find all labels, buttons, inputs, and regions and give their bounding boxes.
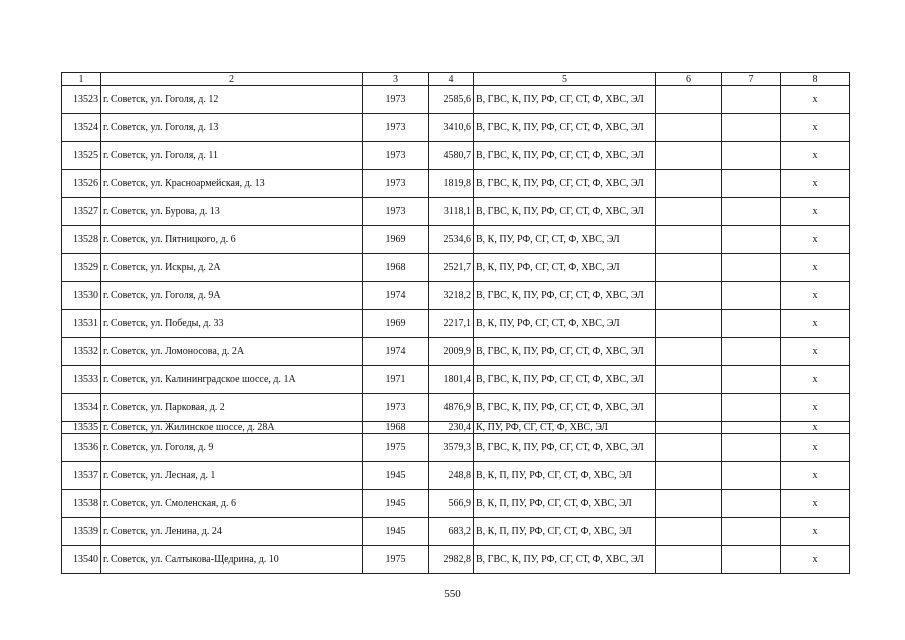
- year-cell: 1973: [363, 142, 429, 170]
- row-number: 13536: [62, 434, 101, 462]
- mark-cell: x: [781, 518, 850, 546]
- services-cell: В, ГВС, К, ПУ, РФ, СГ, СТ, Ф, ХВС, ЭЛ: [474, 170, 656, 198]
- col7-cell: [722, 86, 781, 114]
- address-cell: г. Советск, ул. Салтыкова-Щедрина, д. 10: [101, 546, 363, 574]
- table-row: [62, 254, 850, 282]
- row-number: 13524: [62, 114, 101, 142]
- col7-cell: [722, 434, 781, 462]
- services-cell: В, ГВС, К, ПУ, РФ, СГ, СТ, Ф, ХВС, ЭЛ: [474, 546, 656, 574]
- mark-cell: x: [781, 422, 850, 434]
- table-row: [62, 434, 850, 462]
- area-cell: 2982,8: [429, 546, 474, 574]
- address-cell: г. Советск, ул. Ленина, д. 24: [101, 518, 363, 546]
- address-cell: г. Советск, ул. Ломоносова, д. 2А: [101, 338, 363, 366]
- table-body: [62, 86, 850, 574]
- mark-cell: x: [781, 142, 850, 170]
- row-number: 13540: [62, 546, 101, 574]
- col7-cell: [722, 142, 781, 170]
- address-cell: г. Советск, ул. Гоголя, д. 9: [101, 434, 363, 462]
- mark-cell: x: [781, 310, 850, 338]
- header-col-6: 6: [656, 73, 722, 86]
- area-cell: 566,9: [429, 490, 474, 518]
- services-cell: В, К, ПУ, РФ, СГ, СТ, Ф, ХВС, ЭЛ: [474, 254, 656, 282]
- col7-cell: [722, 170, 781, 198]
- col7-cell: [722, 490, 781, 518]
- col7-cell: [722, 462, 781, 490]
- header-col-2: 2: [101, 73, 363, 86]
- col6-cell: [656, 546, 722, 574]
- row-number: 13535: [62, 422, 101, 434]
- table-row: [62, 198, 850, 226]
- col6-cell: [656, 282, 722, 310]
- area-cell: 248,8: [429, 462, 474, 490]
- area-cell: 1801,4: [429, 366, 474, 394]
- header-col-8: 8: [781, 73, 850, 86]
- address-cell: г. Советск, ул. Парковая, д. 2: [101, 394, 363, 422]
- mark-cell: x: [781, 86, 850, 114]
- area-cell: 2009,9: [429, 338, 474, 366]
- area-cell: 3218,2: [429, 282, 474, 310]
- col7-cell: [722, 254, 781, 282]
- services-cell: В, К, ПУ, РФ, СГ, СТ, Ф, ХВС, ЭЛ: [474, 226, 656, 254]
- address-cell: г. Советск, ул. Пятницкого, д. 6: [101, 226, 363, 254]
- table-row: [62, 462, 850, 490]
- row-number: 13532: [62, 338, 101, 366]
- mark-cell: x: [781, 338, 850, 366]
- services-cell: В, ГВС, К, ПУ, РФ, СГ, СТ, Ф, ХВС, ЭЛ: [474, 198, 656, 226]
- mark-cell: x: [781, 490, 850, 518]
- year-cell: 1945: [363, 518, 429, 546]
- col7-cell: [722, 114, 781, 142]
- year-cell: 1945: [363, 462, 429, 490]
- table-row: [62, 546, 850, 574]
- year-cell: 1973: [363, 86, 429, 114]
- header-col-3: 3: [363, 73, 429, 86]
- year-cell: 1973: [363, 394, 429, 422]
- row-number: 13527: [62, 198, 101, 226]
- area-cell: 2534,6: [429, 226, 474, 254]
- col7-cell: [722, 394, 781, 422]
- services-cell: В, ГВС, К, ПУ, РФ, СГ, СТ, Ф, ХВС, ЭЛ: [474, 394, 656, 422]
- year-cell: 1968: [363, 422, 429, 434]
- row-number: 13528: [62, 226, 101, 254]
- year-cell: 1973: [363, 198, 429, 226]
- mark-cell: x: [781, 114, 850, 142]
- table-row: [62, 394, 850, 422]
- col7-cell: [722, 422, 781, 434]
- address-cell: г. Советск, ул. Красноармейская, д. 13: [101, 170, 363, 198]
- mark-cell: x: [781, 366, 850, 394]
- mark-cell: x: [781, 394, 850, 422]
- row-number: 13526: [62, 170, 101, 198]
- col6-cell: [656, 366, 722, 394]
- area-cell: 1819,8: [429, 170, 474, 198]
- area-cell: 3410,6: [429, 114, 474, 142]
- area-cell: 683,2: [429, 518, 474, 546]
- year-cell: 1974: [363, 338, 429, 366]
- row-number: 13531: [62, 310, 101, 338]
- year-cell: 1969: [363, 226, 429, 254]
- header-col-4: 4: [429, 73, 474, 86]
- col6-cell: [656, 462, 722, 490]
- row-number: 13530: [62, 282, 101, 310]
- area-cell: 3118,1: [429, 198, 474, 226]
- area-cell: 2585,6: [429, 86, 474, 114]
- header-col-7: 7: [722, 73, 781, 86]
- row-number: 13533: [62, 366, 101, 394]
- address-cell: г. Советск, ул. Лесная, д. 1: [101, 462, 363, 490]
- table-row: [62, 422, 850, 434]
- table-row: [62, 142, 850, 170]
- col6-cell: [656, 142, 722, 170]
- services-cell: В, К, П, ПУ, РФ, СГ, СТ, Ф, ХВС, ЭЛ: [474, 518, 656, 546]
- mark-cell: x: [781, 546, 850, 574]
- row-number: 13534: [62, 394, 101, 422]
- col7-cell: [722, 338, 781, 366]
- services-cell: В, ГВС, К, ПУ, РФ, СГ, СТ, Ф, ХВС, ЭЛ: [474, 86, 656, 114]
- address-cell: г. Советск, ул. Гоголя, д. 11: [101, 142, 363, 170]
- row-number: 13539: [62, 518, 101, 546]
- services-cell: В, К, ПУ, РФ, СГ, СТ, Ф, ХВС, ЭЛ: [474, 310, 656, 338]
- address-cell: г. Советск, ул. Калининградское шоссе, д. 1А: [101, 366, 363, 394]
- address-cell: г. Советск, ул. Жилинское шоссе, д. 28А: [101, 422, 363, 434]
- col6-cell: [656, 394, 722, 422]
- row-number: 13537: [62, 462, 101, 490]
- address-cell: г. Советск, ул. Смоленская, д. 6: [101, 490, 363, 518]
- address-cell: г. Советск, ул. Искры, д. 2А: [101, 254, 363, 282]
- area-cell: 2217,1: [429, 310, 474, 338]
- table-header: [62, 73, 850, 86]
- col6-cell: [656, 86, 722, 114]
- col7-cell: [722, 518, 781, 546]
- year-cell: 1971: [363, 366, 429, 394]
- col6-cell: [656, 114, 722, 142]
- col7-cell: [722, 310, 781, 338]
- year-cell: 1975: [363, 546, 429, 574]
- mark-cell: x: [781, 254, 850, 282]
- col6-cell: [656, 490, 722, 518]
- col7-cell: [722, 198, 781, 226]
- year-cell: 1973: [363, 114, 429, 142]
- col6-cell: [656, 226, 722, 254]
- area-cell: 2521,7: [429, 254, 474, 282]
- mark-cell: x: [781, 462, 850, 490]
- services-cell: В, ГВС, К, ПУ, РФ, СГ, СТ, Ф, ХВС, ЭЛ: [474, 366, 656, 394]
- col6-cell: [656, 170, 722, 198]
- header-col-5: 5: [474, 73, 656, 86]
- page-number: 550: [444, 588, 461, 600]
- table-row: [62, 338, 850, 366]
- col6-cell: [656, 422, 722, 434]
- mark-cell: x: [781, 198, 850, 226]
- header-col-1: 1: [62, 73, 101, 86]
- row-number: 13529: [62, 254, 101, 282]
- table-row: [62, 366, 850, 394]
- address-cell: г. Советск, ул. Победы, д. 33: [101, 310, 363, 338]
- address-cell: г. Советск, ул. Гоголя, д. 9А: [101, 282, 363, 310]
- address-cell: г. Советск, ул. Гоголя, д. 13: [101, 114, 363, 142]
- register-table: [61, 72, 850, 574]
- year-cell: 1975: [363, 434, 429, 462]
- area-cell: 4876,9: [429, 394, 474, 422]
- year-cell: 1973: [363, 170, 429, 198]
- row-number: 13538: [62, 490, 101, 518]
- col6-cell: [656, 198, 722, 226]
- services-cell: В, ГВС, К, ПУ, РФ, СГ, СТ, Ф, ХВС, ЭЛ: [474, 338, 656, 366]
- table-row: [62, 282, 850, 310]
- table-row: [62, 114, 850, 142]
- table-row: [62, 170, 850, 198]
- area-cell: 4580,7: [429, 142, 474, 170]
- mark-cell: x: [781, 226, 850, 254]
- area-cell: 3579,3: [429, 434, 474, 462]
- year-cell: 1974: [363, 282, 429, 310]
- col7-cell: [722, 546, 781, 574]
- table-row: [62, 518, 850, 546]
- col6-cell: [656, 254, 722, 282]
- year-cell: 1945: [363, 490, 429, 518]
- services-cell: В, ГВС, К, ПУ, РФ, СГ, СТ, Ф, ХВС, ЭЛ: [474, 434, 656, 462]
- row-number: 13525: [62, 142, 101, 170]
- services-cell: В, ГВС, К, ПУ, РФ, СГ, СТ, Ф, ХВС, ЭЛ: [474, 142, 656, 170]
- area-cell: 230,4: [429, 422, 474, 434]
- col6-cell: [656, 434, 722, 462]
- table-row: [62, 310, 850, 338]
- table-row: [62, 490, 850, 518]
- services-cell: В, К, П, ПУ, РФ, СГ, СТ, Ф, ХВС, ЭЛ: [474, 462, 656, 490]
- services-cell: К, ПУ, РФ, СГ, СТ, Ф, ХВС, ЭЛ: [474, 422, 656, 434]
- year-cell: 1968: [363, 254, 429, 282]
- address-cell: г. Советск, ул. Гоголя, д. 12: [101, 86, 363, 114]
- row-number: 13523: [62, 86, 101, 114]
- services-cell: В, ГВС, К, ПУ, РФ, СГ, СТ, Ф, ХВС, ЭЛ: [474, 114, 656, 142]
- col6-cell: [656, 518, 722, 546]
- services-cell: В, ГВС, К, ПУ, РФ, СГ, СТ, Ф, ХВС, ЭЛ: [474, 282, 656, 310]
- col7-cell: [722, 282, 781, 310]
- mark-cell: x: [781, 282, 850, 310]
- address-cell: г. Советск, ул. Бурова, д. 13: [101, 198, 363, 226]
- mark-cell: x: [781, 434, 850, 462]
- services-cell: В, К, П, ПУ, РФ, СГ, СТ, Ф, ХВС, ЭЛ: [474, 490, 656, 518]
- table-row: [62, 86, 850, 114]
- table-row: [62, 226, 850, 254]
- col7-cell: [722, 366, 781, 394]
- col6-cell: [656, 338, 722, 366]
- col7-cell: [722, 226, 781, 254]
- mark-cell: x: [781, 170, 850, 198]
- year-cell: 1969: [363, 310, 429, 338]
- col6-cell: [656, 310, 722, 338]
